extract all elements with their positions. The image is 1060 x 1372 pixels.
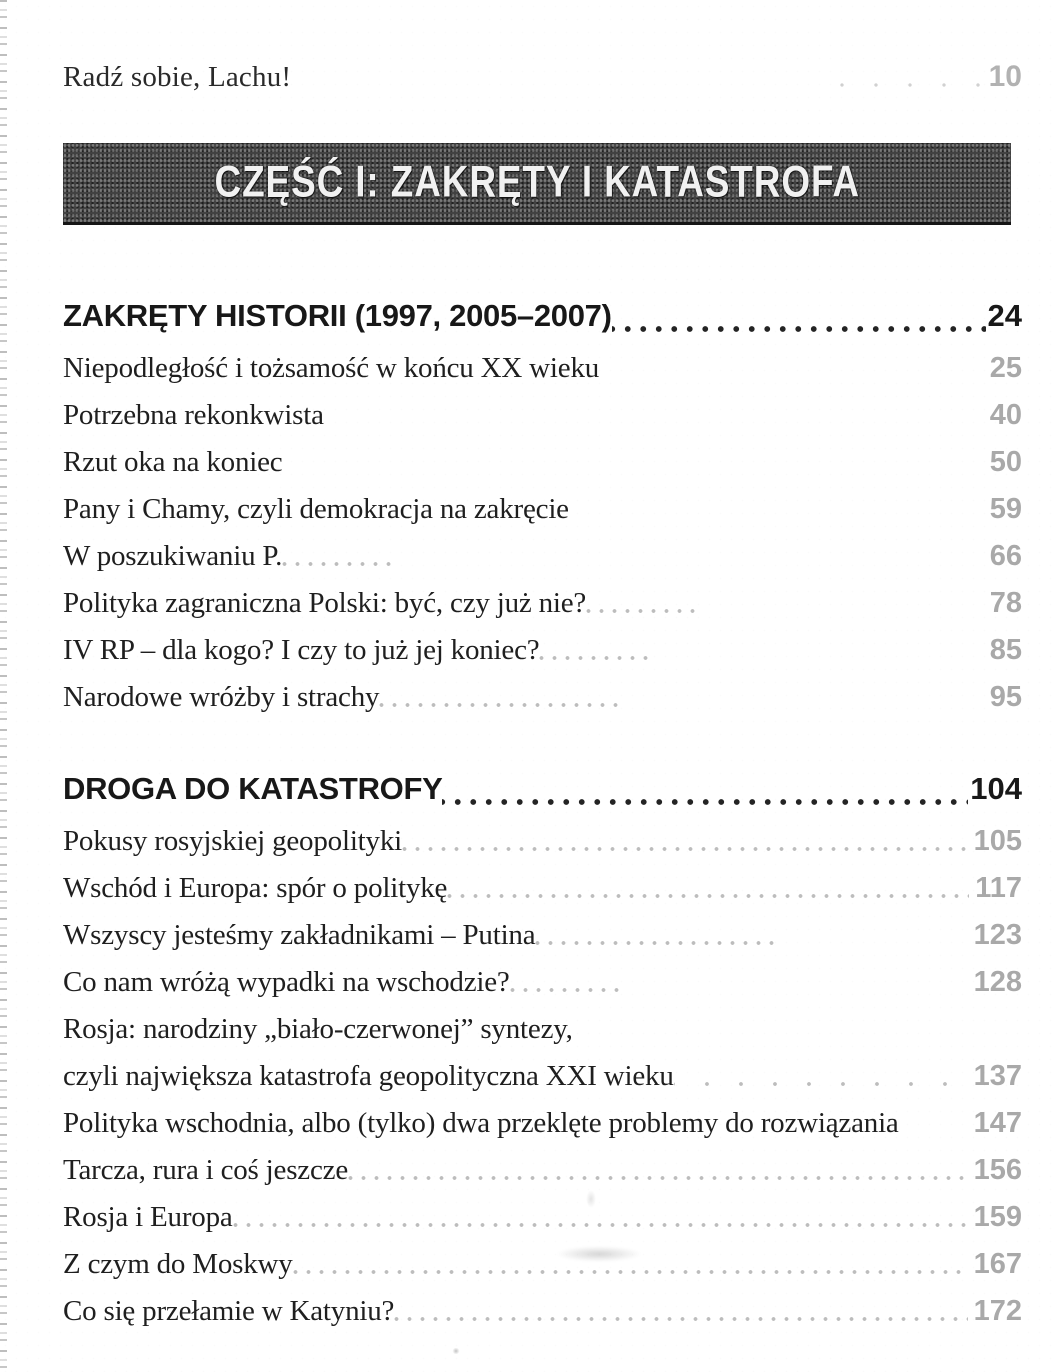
toc-section [63, 298, 1022, 721]
toc-entry-row [63, 959, 1022, 1006]
section-heading-row [63, 298, 1022, 345]
toc-entry-row [63, 1194, 1022, 1241]
book-title: Radź sobie, Lachu! [63, 61, 292, 93]
dot-leader [402, 825, 968, 865]
entry-title: Tarcza, rura i coś jeszcze [63, 1154, 348, 1186]
dot-leader [612, 305, 986, 345]
toc-entry-row [63, 392, 1022, 439]
dot-leader [780, 919, 967, 959]
dot-leader [535, 919, 780, 959]
entry-title: Narodowe wróżby i strachy [63, 681, 380, 713]
header-faint-dots [821, 61, 981, 101]
section-heading-row [63, 771, 1022, 818]
part-banner-label: CZĘŚĆ I: ZAKRĘTY I KATASTROFA [214, 157, 860, 207]
dot-leader [324, 399, 976, 439]
scan-speck-artifact [452, 1348, 460, 1354]
scan-noise-left-edge [0, 0, 7, 1372]
entry-title: Wschód i Europa: spór o politykę [63, 872, 448, 904]
toc-sections [63, 298, 1022, 1335]
dot-leader [624, 681, 976, 721]
toc-entry-row [63, 627, 1022, 674]
entry-title: Rosja: narodziny „biało-czerwonej” syntezy, [63, 1013, 573, 1045]
entry-page-number: 123 [973, 919, 1022, 951]
entry-page-number: 128 [973, 966, 1022, 998]
dot-leader [573, 1013, 976, 1053]
dot-leader [348, 1154, 968, 1194]
dot-leader [539, 634, 651, 674]
toc-entry-row [63, 1006, 1022, 1053]
dot-leader [599, 352, 976, 392]
entry-page-number: 159 [973, 1201, 1022, 1233]
entry-page-number: 156 [973, 1154, 1022, 1186]
section-page-number: 104 [970, 771, 1022, 806]
entry-title: Co nam wróżą wypadki na wschodzie? [63, 966, 510, 998]
entry-title: Pany i Chamy, czyli demokracja na zakręcie [63, 493, 569, 525]
part-banner [63, 143, 1011, 225]
entry-page-number: 147 [973, 1107, 1022, 1139]
dot-leader [569, 493, 976, 533]
entry-title: IV RP – dla kogo? I czy to już jej koniec? [63, 634, 540, 666]
toc-entry-row [63, 1241, 1022, 1288]
toc-entry-row [63, 912, 1022, 959]
entry-page-number: 137 [973, 1060, 1022, 1092]
entry-title: Rzut oka na koniec [63, 446, 283, 478]
dot-leader [282, 446, 976, 486]
toc-entry-row [63, 345, 1022, 392]
entry-title: Niepodległość i tożsamość w końcu XX wieku [63, 352, 600, 384]
scan-smudge-artifact [556, 1246, 642, 1262]
entry-page-number: 50 [989, 446, 1022, 478]
entry-title: czyli największa katastrofa geopolityczna XXI wieku [63, 1060, 674, 1092]
dot-leader [510, 966, 622, 1006]
entry-page-number: 66 [989, 540, 1022, 572]
entry-title: Potrzebna rekonkwista [63, 399, 324, 431]
toc-entry-row [63, 1288, 1022, 1335]
entry-title: W poszukiwaniu P. [63, 540, 283, 572]
section-title: DROGA DO KATASTROFY [63, 771, 443, 806]
entry-page-number: 167 [973, 1248, 1022, 1280]
entry-title: Wszyscy jesteśmy zakładnikami – Putina [63, 919, 536, 951]
dot-leader [651, 634, 976, 674]
toc-entry-row [63, 674, 1022, 721]
toc-entry-row [63, 818, 1022, 865]
entry-page-number: 95 [989, 681, 1022, 713]
section-title: ZAKRĘTY HISTORII (1997, 2005–2007) [63, 298, 612, 333]
toc-entry-row [63, 533, 1022, 580]
entry-title: Polityka zagraniczna Polski: być, czy już nie? [63, 587, 587, 619]
section-page-number: 24 [987, 298, 1022, 333]
entry-page-number: 78 [989, 587, 1022, 619]
entry-title: Pokusy rosyjskiej geopolityki [63, 825, 402, 857]
scan-speck-artifact [586, 1190, 596, 1208]
entry-title: Co się przełamie w Katyniu? [63, 1295, 395, 1327]
page-content [0, 54, 1060, 1335]
dot-leader [586, 587, 698, 627]
dot-leader [379, 681, 624, 721]
running-header [63, 54, 1022, 101]
entry-page-number: 40 [989, 399, 1022, 431]
dot-leader [442, 778, 968, 818]
dot-leader [394, 1295, 967, 1335]
toc-entry-row [63, 486, 1022, 533]
dot-leader [674, 1060, 968, 1100]
entry-page-number: 59 [989, 493, 1022, 525]
dot-leader [698, 587, 976, 627]
toc-section [63, 771, 1022, 1335]
entry-page-number: 85 [989, 634, 1022, 666]
dot-leader [394, 540, 976, 580]
toc-entry-row [63, 865, 1022, 912]
entry-title: Z czym do Moskwy [63, 1248, 293, 1280]
dot-leader [899, 1107, 968, 1147]
toc-entry-row [63, 1147, 1022, 1194]
entry-title: Polityka wschodnia, albo (tylko) dwa przeklęte problemy do rozwiązania [63, 1107, 899, 1139]
toc-entry-row [63, 1053, 1022, 1100]
dot-leader [622, 966, 968, 1006]
dot-leader [233, 1201, 968, 1241]
toc-entry-row [63, 1100, 1022, 1147]
entry-page-number: 105 [973, 825, 1022, 857]
entry-page-number: 25 [989, 352, 1022, 384]
dot-leader [447, 872, 969, 912]
page-number: 10 [988, 60, 1022, 93]
toc-entry-row [63, 439, 1022, 486]
entry-title: Rosja i Europa [63, 1201, 233, 1233]
entry-page-number: 117 [975, 872, 1022, 904]
toc-entry-row [63, 580, 1022, 627]
entry-page-number: 172 [973, 1295, 1022, 1327]
dot-leader [282, 540, 394, 580]
